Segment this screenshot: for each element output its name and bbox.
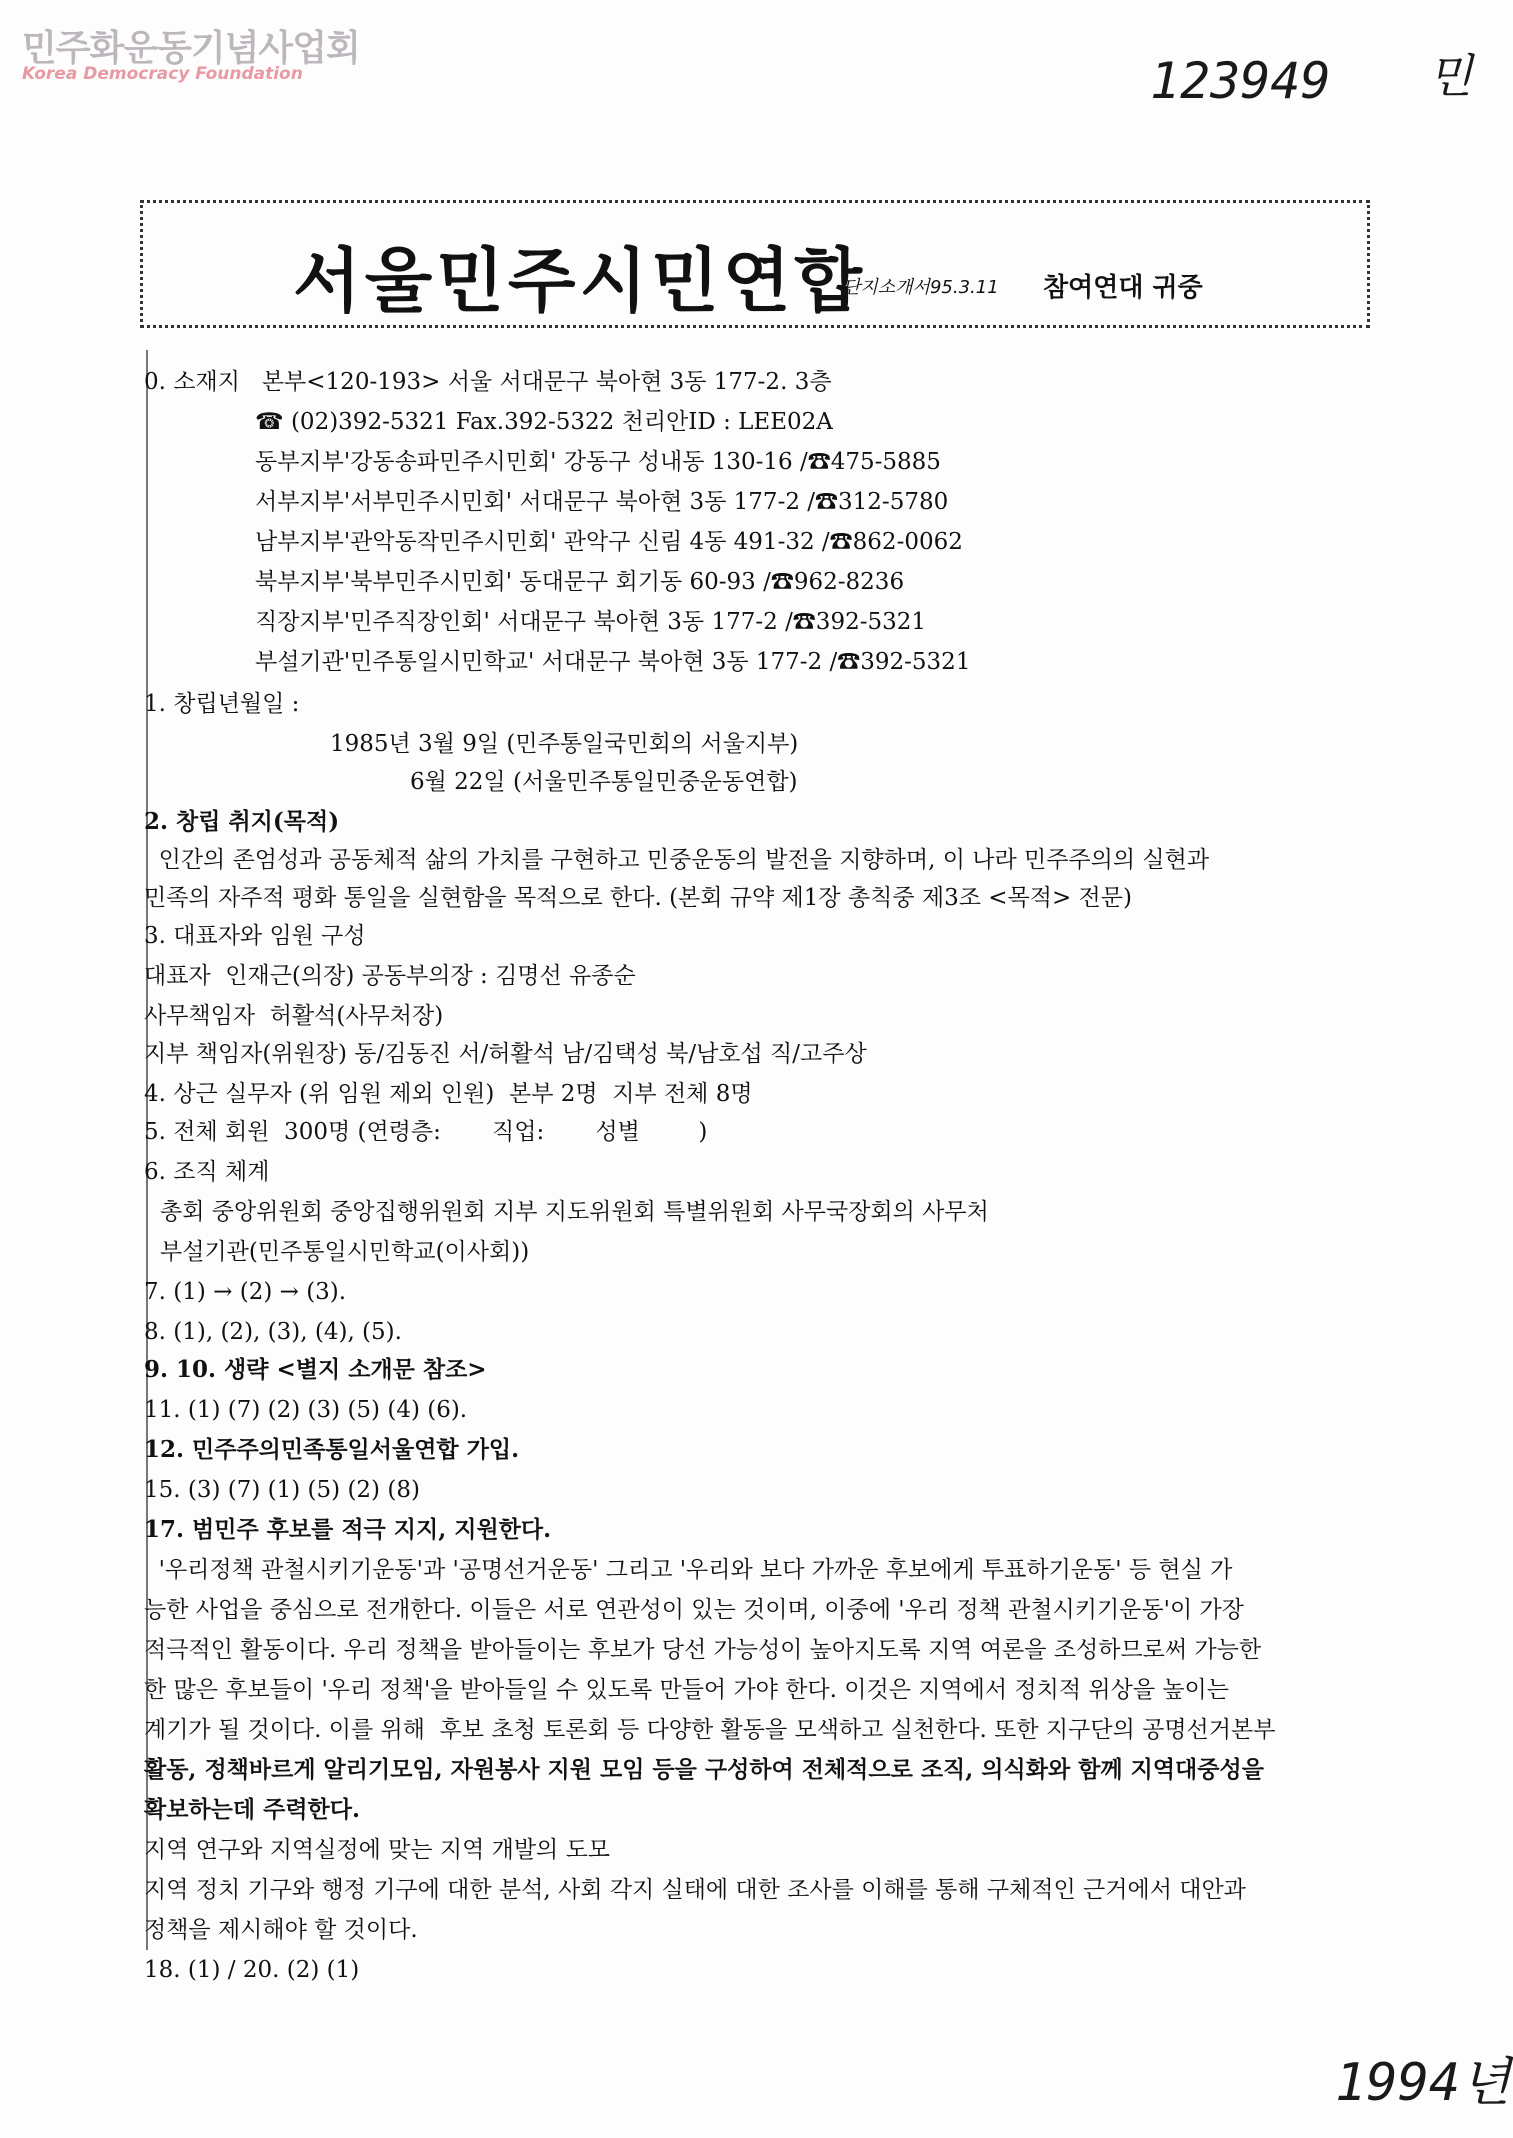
body-line: 지부 책임자(위원장) 동/김동진 서/허활석 남/김택성 북/남호섭 직/고주상 — [144, 1041, 867, 1067]
body-line: 6. 조직 체계 — [144, 1159, 270, 1185]
watermark-name-en: Korea Democracy Foundation — [22, 64, 303, 84]
body-line: 부설기관'민주통일시민학교' 서대문구 북아현 3동 177-2 /☎392-5321 — [255, 649, 971, 675]
intro-date-label: 단지소개서95.3.11 — [843, 277, 999, 298]
body-line: 동부지부'강동송파민주시민회' 강동구 성내동 130-16 /☎475-5885 — [255, 449, 941, 475]
body-line: 사무책임자 허활석(사무처장) — [144, 1003, 444, 1029]
watermark-name: 민주화운동기념사업회 — [22, 28, 360, 69]
body-line: 4. 상근 실무자 (위 임원 제외 인원) 본부 2명 지부 전체 8명 — [144, 1081, 753, 1107]
body-line: 민족의 자주적 평화 통일을 실현함을 목적으로 한다. (본회 규약 제1장 총칙중 제3조 <목적> 전문) — [144, 885, 1132, 911]
body-line: 2. 창립 취지(목적) — [144, 808, 340, 835]
body-line: 서부지부'서부민주시민회' 서대문구 북아현 3동 177-2 /☎312-5780 — [255, 489, 949, 515]
body-line: 총회 중앙위원회 중앙집행위원회 지부 지도위원회 특별위원회 사무국장회의 사무처 — [160, 1199, 989, 1225]
body-line: 정책을 제시해야 할 것이다. — [144, 1917, 418, 1943]
handwritten-year-note: 1994년 — [1335, 2053, 1511, 2113]
body-line: 지역 연구와 지역실정에 맞는 지역 개발의 도모 — [144, 1837, 611, 1863]
body-line: 확보하는데 주력한다. — [144, 1796, 360, 1823]
body-line: 12. 민주주의민족통일서울연합 가입. — [144, 1436, 520, 1463]
body-line: 부설기관(민주통일시민학교(이사회)) — [160, 1239, 530, 1265]
recipient-label: 참여연대 귀중 — [1043, 273, 1203, 303]
organization-title: 서울민주시민연합 — [293, 240, 866, 322]
body-line: 인간의 존엄성과 공동체적 삶의 가치를 구현하고 민중운동의 발전을 지향하며, 이 나라 민주주의의 실현과 — [144, 847, 1210, 873]
body-line: 9. 10. 생략 <별지 소개문 참조> — [144, 1356, 487, 1383]
body-line: 1985년 3월 9일 (민주통일국민회의 서울지부) — [330, 731, 799, 757]
document-header — [140, 200, 1370, 328]
handwritten-mark: 민 — [1428, 49, 1473, 103]
body-line: '우리정책 관철시키기운동'과 '공명선거운동' 그리고 '우리와 보다 가까운 후보에게 투표하기운동' 등 현실 가 — [144, 1557, 1233, 1583]
handwritten-doc-number: 123949 — [1150, 52, 1331, 110]
body-line: 북부지부'북부민주시민회' 동대문구 회기동 60-93 /☎962-8236 — [255, 569, 905, 595]
body-line: 17. 범민주 후보를 적극 지지, 지원한다. — [144, 1516, 552, 1543]
body-line: 7. (1) → (2) → (3). — [144, 1279, 347, 1305]
body-line: 8. (1), (2), (3), (4), (5). — [144, 1319, 402, 1345]
body-line: 남부지부'관악동작민주시민회' 관악구 신림 4동 491-32 /☎862-0062 — [255, 529, 963, 555]
body-line: 직장지부'민주직장인회' 서대문구 북아현 3동 177-2 /☎392-5321 — [255, 609, 927, 635]
body-line: 0. 소재지 본부<120-193> 서울 서대문구 북아현 3동 177-2. 3층 — [144, 369, 832, 395]
body-line: 1. 창립년월일 : — [144, 691, 300, 717]
body-line: 능한 사업을 중심으로 전개한다. 이들은 서로 연관성이 있는 것이며, 이중에 '우리 정책 관철시키기운동'이 가장 — [144, 1597, 1244, 1623]
body-line: 한 많은 후보들이 '우리 정책'을 받아들일 수 있도록 만들어 가야 한다. 이것은 지역에서 정치적 위상을 높이는 — [144, 1677, 1229, 1703]
body-line: 3. 대표자와 임원 구성 — [144, 923, 366, 949]
body-line: 적극적인 활동이다. 우리 정책을 받아들이는 후보가 당선 가능성이 높아지도록 지역 여론을 조성하므로써 가능한 — [144, 1637, 1262, 1663]
body-line: 15. (3) (7) (1) (5) (2) (8) — [144, 1477, 420, 1503]
body-line: 계기가 될 것이다. 이를 위해 후보 초청 토론회 등 다양한 활동을 모색하고 실천한다. 또한 지구단의 공명선거본부 — [144, 1717, 1276, 1743]
body-line: ☎ (02)392-5321 Fax.392-5322 천리안ID : LEE02A — [255, 409, 833, 435]
body-line: 지역 정치 기구와 행정 기구에 대한 분석, 사회 각지 실태에 대한 조사를 이해를 통해 구체적인 근거에서 대안과 — [144, 1877, 1246, 1903]
body-line: 활동, 정책바르게 알리기모임, 자원봉사 지원 모임 등을 구성하여 전체적으로 조직, 의식화와 함께 지역대중성을 — [144, 1756, 1264, 1783]
body-line: 대표자 인재근(의장) 공동부의장 : 김명선 유종순 — [144, 963, 636, 989]
body-line: 6월 22일 (서울민주통일민중운동연합) — [410, 769, 798, 795]
body-line: 5. 전체 회원 300명 (연령층: 직업: 성별 ) — [144, 1119, 708, 1145]
left-margin-rule — [146, 350, 148, 1950]
body-line: 11. (1) (7) (2) (3) (5) (4) (6). — [144, 1397, 468, 1423]
body-line: 18. (1) / 20. (2) (1) — [144, 1957, 360, 1983]
